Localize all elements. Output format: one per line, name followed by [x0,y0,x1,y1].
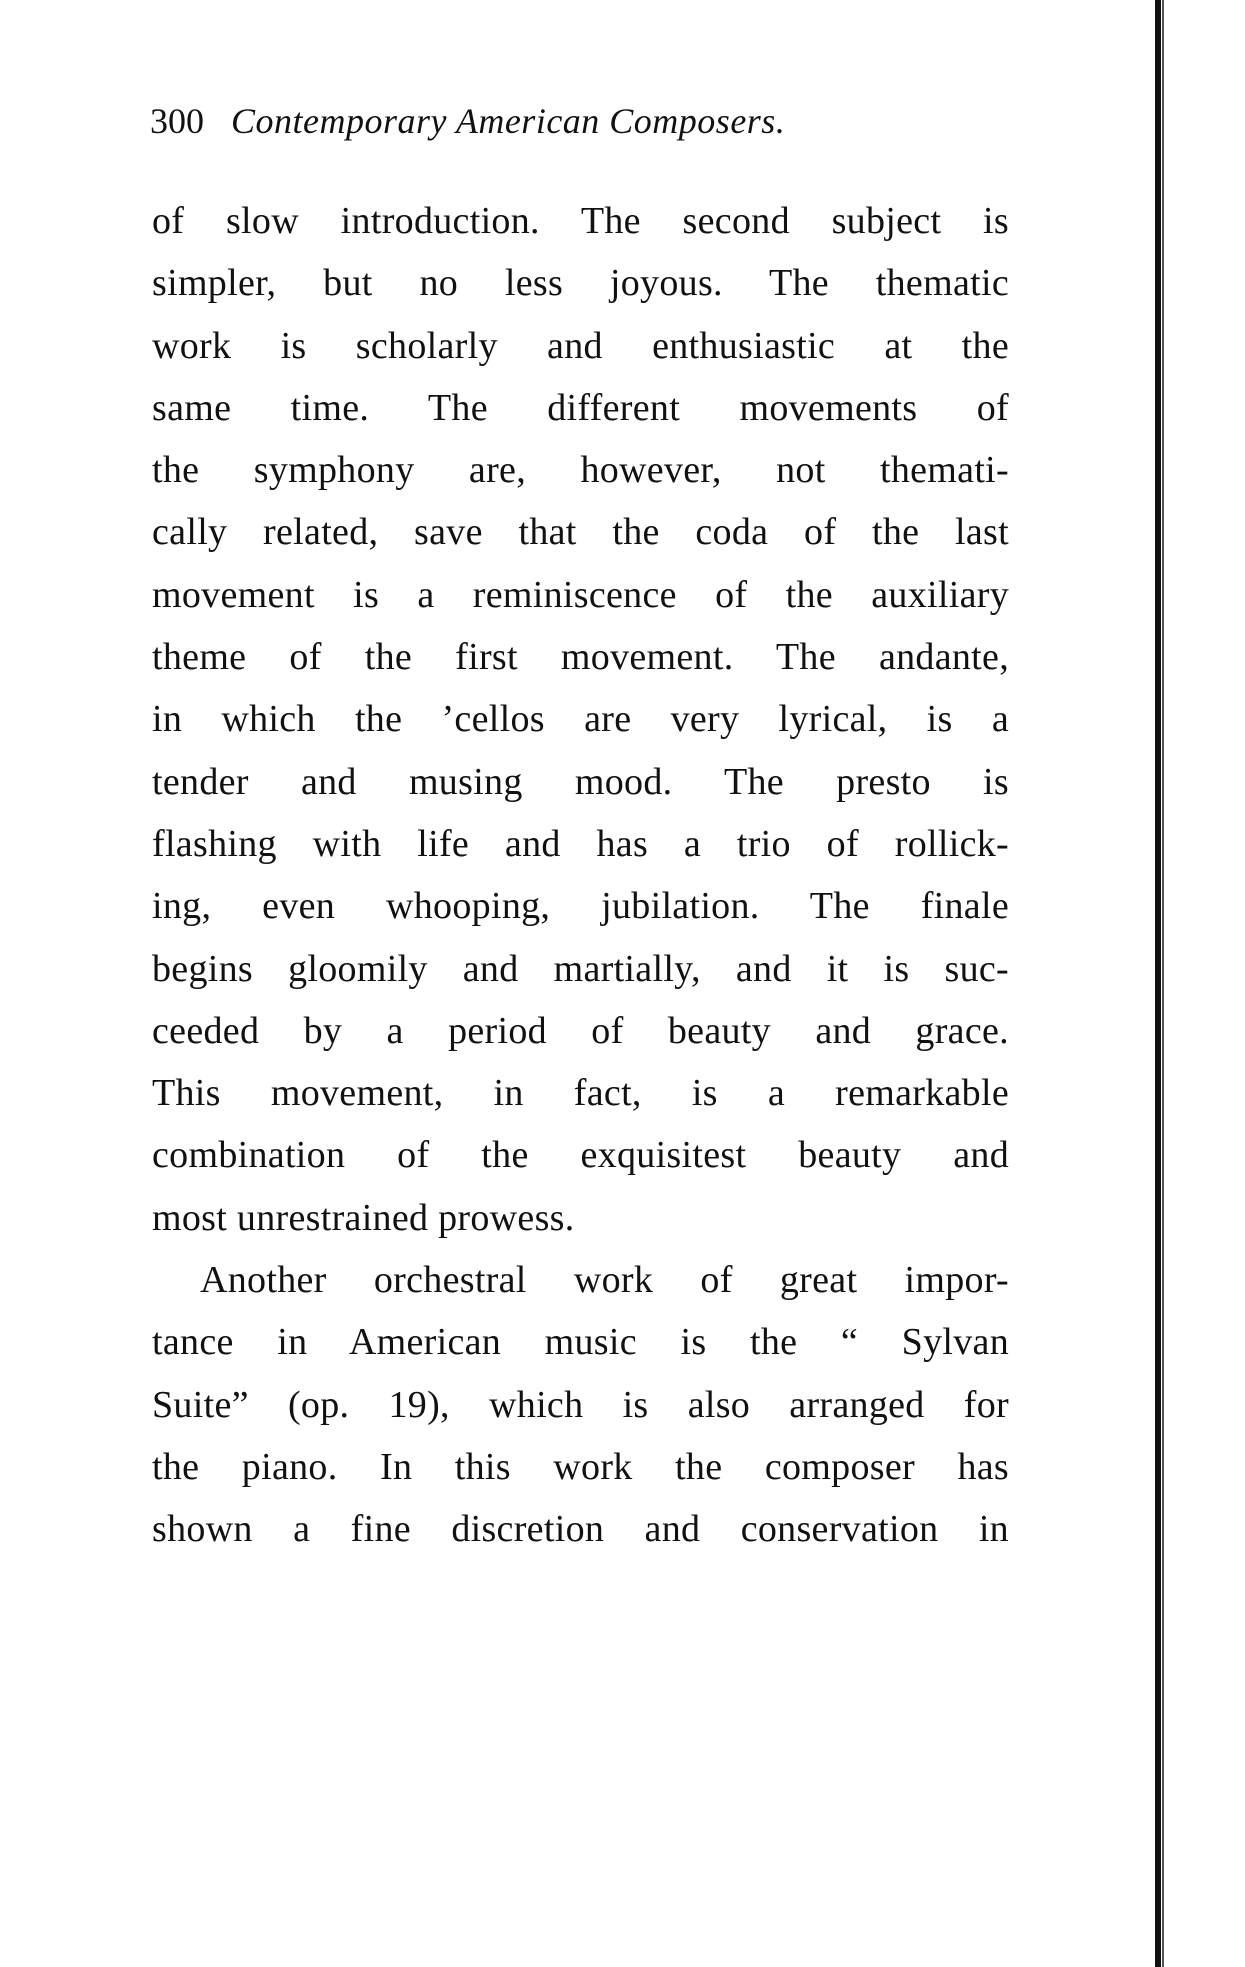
page-edge-shadow [1162,0,1164,1967]
text-line: ing, even whooping, jubilation. The finale [152,885,1009,928]
text-line: work is scholarly and enthusiastic at the [152,324,1009,367]
text-line: the piano. In this work the composer has [152,1445,1009,1488]
running-header [150,100,785,142]
text-line: ceeded by a period of beauty and grace. [152,1009,1009,1052]
text-line: movement is a reminiscence of the auxiliary [152,573,1009,616]
page-number: 300 [150,101,204,141]
text-line: most unrestrained prowess. [152,1196,575,1239]
text-line: shown a fine discretion and conservation in [152,1508,1009,1551]
page-body [152,190,1009,1561]
text-line: theme of the first movement. The andante, [152,636,1009,679]
running-title: Contemporary American Composers. [231,101,786,141]
text-line: the symphony are, however, not themati- [152,449,1009,492]
text-line: Another orchestral work of great impor- [200,1259,1009,1302]
text-line: tender and musing mood. The presto is [152,760,1009,803]
text-line: tance in American music is the “ Sylvan [152,1321,1009,1364]
text-line: flashing with life and has a trio of rollick- [152,822,1009,865]
text-line: in which the ’cellos are very lyrical, is a [152,698,1009,741]
text-line: cally related, save that the coda of the last [152,511,1009,554]
text-line: begins gloomily and martially, and it is suc- [152,947,1009,990]
text-line: same time. The different movements of [152,386,1009,429]
text-line: This movement, in fact, is a remarkable [152,1072,1009,1115]
text-line: combination of the exquisitest beauty and [152,1134,1009,1177]
text-line: Suite” (op. 19), which is also arranged for [152,1383,1009,1426]
page-edge-border [1155,0,1161,1967]
text-line: simpler, but no less joyous. The thematic [152,262,1009,305]
text-line: of slow introduction. The second subject is [152,200,1009,242]
